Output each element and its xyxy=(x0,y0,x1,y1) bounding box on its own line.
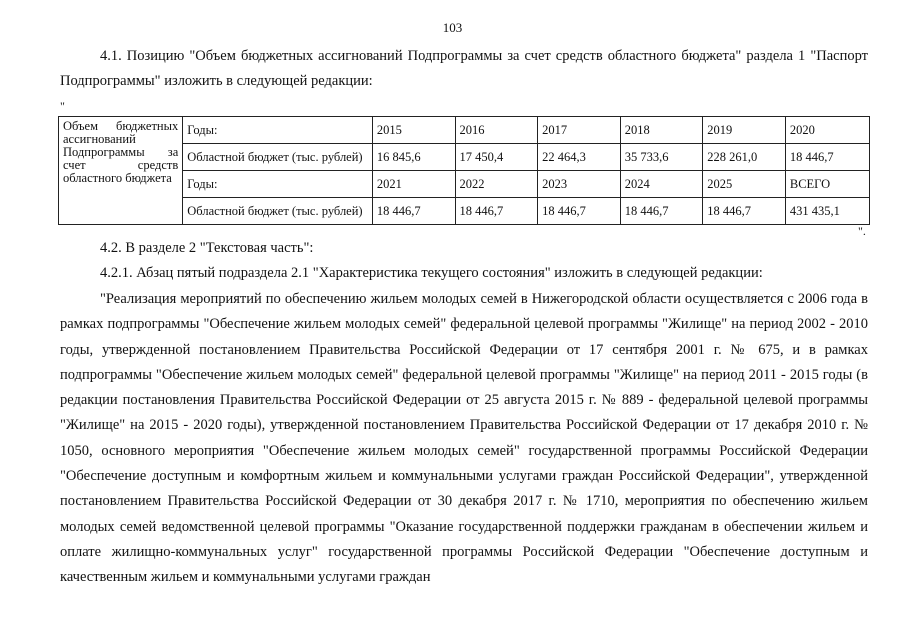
table-cell: 18 446,7 xyxy=(785,144,869,171)
close-quote-mark: ". xyxy=(858,224,866,238)
open-quote-mark: " xyxy=(60,99,65,113)
table-cell: 2020 xyxy=(785,117,869,144)
table-cell: 18 446,7 xyxy=(455,198,538,225)
intro-paragraph: 4.1. Позицию "Объем бюджетных ассигнований Подпрограммы за счет средств областного бюджета" раздела 1 "Паспорт Подпрограммы" изложить в следующей редакции: xyxy=(60,48,868,89)
table-cell: 2019 xyxy=(703,117,786,144)
years-label: Годы: xyxy=(183,171,373,198)
table-cell: 16 845,6 xyxy=(372,144,455,171)
table-cell: 18 446,7 xyxy=(372,198,455,225)
table-cell: 2016 xyxy=(455,117,538,144)
table-cell: 2023 xyxy=(538,171,621,198)
budget-table xyxy=(58,116,870,225)
budget-label: Областной бюджет (тыс. рублей) xyxy=(183,198,373,225)
table-cell: 35 733,6 xyxy=(620,144,703,171)
table-cell: 2024 xyxy=(620,171,703,198)
body-paragraph: "Реализация мероприятий по обеспечению жильем молодых семей в Нижегородской области осуществляется с 2006 года в рамках подпрограммы "Обеспечение жильем молодых семей" федеральной целевой программы "Жилище" на период 2002 - 2010 годы, утвержденной постановлением Правительства Российской Федерации от 17 сентября 2001 г. № 675, и в рамках подпрограммы "Обеспечение жильем молодых семей" федеральной целевой программы "Жилище" на период 2011 - 2015 годы (в редакции постановления Правительства Российской Федерации от 25 августа 2015 г. № 889 - федеральной целевой программы "Жилище" на 2015 - 2020 годы), утвержденной постановлением Правительства Российской Федерации от 17 декабря 2010 г. № 1050, основного мероприятия "Обеспечение жильем молодых семей" государственной программы Российской Федерации "Обеспечение доступным и комфортным жильем и коммунальными услугами граждан Российской Федерации", утвержденной постановлением Правительства Российской Федерации от 30 декабря 2017 г. № 1710, мероприятия по обеспечению жильем молодых семей ведомственной целевой программы "Оказание государственной поддержки гражданам в обеспечении жильем и оплате жилищно-коммунальных услуг" государственной программы Российской Федерации "Обеспечение доступным и качественным жильем и коммунальными услугами граждан xyxy=(60,291,868,586)
table-cell: ВСЕГО xyxy=(785,171,869,198)
table-cell: 2015 xyxy=(372,117,455,144)
section-4-2-heading: 4.2. В разделе 2 "Текстовая часть": xyxy=(100,240,314,256)
years-label: Годы: xyxy=(183,117,373,144)
page-number: 103 xyxy=(442,20,463,35)
table-cell: 2018 xyxy=(620,117,703,144)
table-cell: 2017 xyxy=(538,117,621,144)
table-row xyxy=(59,117,870,144)
table-cell: 2022 xyxy=(455,171,538,198)
table-row-header: Объем бюджетных ассигнований Подпрограммы за счет средств областного бюджета xyxy=(59,117,183,225)
section-4-2-1-heading: 4.2.1. Абзац пятый подраздела 2.1 "Характеристика текущего состояния" изложить в следующей редакции: xyxy=(100,265,763,281)
table-cell: 431 435,1 xyxy=(785,198,869,225)
budget-label: Областной бюджет (тыс. рублей) xyxy=(183,144,373,171)
table-cell: 2021 xyxy=(372,171,455,198)
table-cell: 18 446,7 xyxy=(620,198,703,225)
table-cell: 17 450,4 xyxy=(455,144,538,171)
table-cell: 18 446,7 xyxy=(538,198,621,225)
table-cell: 22 464,3 xyxy=(538,144,621,171)
table-cell: 18 446,7 xyxy=(703,198,786,225)
table-cell: 2025 xyxy=(703,171,786,198)
table-cell: 228 261,0 xyxy=(703,144,786,171)
